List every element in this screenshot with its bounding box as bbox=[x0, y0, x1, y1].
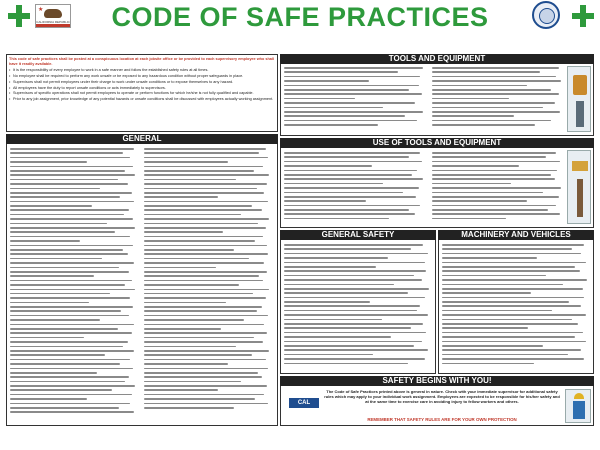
use-tools-illustration bbox=[567, 150, 591, 224]
intro-item: • Supervisors of specific operations shall not permit employees to operate or perform functions for which he/she is not fully qualified and capable. bbox=[9, 91, 275, 96]
tools-equipment-heading: TOOLS AND EQUIPMENT bbox=[280, 54, 594, 64]
general-text-col1 bbox=[10, 148, 138, 422]
footer-reminder: REMEMBER THAT SAFETY RULES ARE FOR YOUR OWN PROTECTION bbox=[367, 417, 517, 422]
worker-icon bbox=[573, 401, 585, 419]
drill-icon bbox=[576, 101, 584, 127]
flag-caption: CALIFORNIA REPUBLIC bbox=[36, 20, 70, 24]
intro-item: • All employees have the duty to report unsafe conditions or acts immediately to supervisors. bbox=[9, 86, 275, 91]
saw-icon bbox=[572, 161, 588, 171]
safety-begins-heading: SAFETY BEGINS WITH YOU! bbox=[280, 376, 594, 386]
state-seal-icon bbox=[532, 1, 560, 29]
tools-text-col2 bbox=[432, 67, 564, 133]
general-safety-text bbox=[284, 244, 432, 370]
intro-item: • It is the responsibility of every employee to work in a safe manner and follow the established safety rules at all times. bbox=[9, 68, 275, 73]
use-tools-text-col2 bbox=[432, 152, 564, 225]
general-text-col2 bbox=[144, 148, 272, 422]
bear-icon bbox=[44, 9, 62, 18]
use-of-tools-heading: USE OF TOOLS AND EQUIPMENT bbox=[280, 138, 594, 148]
machinery-vehicles-heading: MACHINERY AND VEHICLES bbox=[438, 230, 594, 240]
footer-text: The Code of Safe Practices printed above is general in nature. Check with your immediate supervisor for additional safety rules which may apply to your individual work assignment. Employees are expected to be responsible for his/her safety and at the same time to exercise care in avoiding injury to fellow workers and others. bbox=[324, 389, 560, 404]
use-tools-text-col1 bbox=[284, 152, 426, 225]
tools-illustration bbox=[567, 66, 591, 132]
intro-item: • No employee shall be required to perform any work unsafe or be exposed to any hazardous condition without proper safeguards in place. bbox=[9, 74, 275, 79]
intro-item: • Prior to any job assignment, prior knowledge of any potential hazards or unsafe conditions shall be discussed with employees actually working assignment. bbox=[9, 97, 275, 102]
intro-lead: This code of safe practices shall be posted at a conspicuous location at each jobsite office or be provided to each supervisory employee who shall have it readily available. bbox=[9, 57, 275, 66]
machinery-text bbox=[442, 244, 590, 370]
cal-osha-logo: CAL OSHA bbox=[289, 398, 319, 408]
green-cross-icon-left bbox=[8, 5, 30, 27]
california-flag: ★ CALIFORNIA REPUBLIC bbox=[35, 4, 71, 28]
green-cross-icon-right bbox=[572, 5, 594, 27]
intro-item: • Supervisors shall not permit employees under their charge to work under unsafe conditions or to expose themselves to any hazard. bbox=[9, 80, 275, 85]
ladder-icon bbox=[577, 179, 583, 217]
worker-illustration bbox=[565, 389, 591, 423]
general-heading: GENERAL bbox=[6, 134, 278, 144]
intro-text bbox=[9, 57, 275, 130]
page-title: CODE OF SAFE PRACTICES bbox=[111, 2, 489, 32]
general-safety-heading: GENERAL SAFETY bbox=[280, 230, 436, 240]
hard-hat-icon bbox=[574, 393, 584, 399]
tools-text-col1 bbox=[284, 67, 426, 133]
toolbox-icon bbox=[573, 75, 587, 95]
